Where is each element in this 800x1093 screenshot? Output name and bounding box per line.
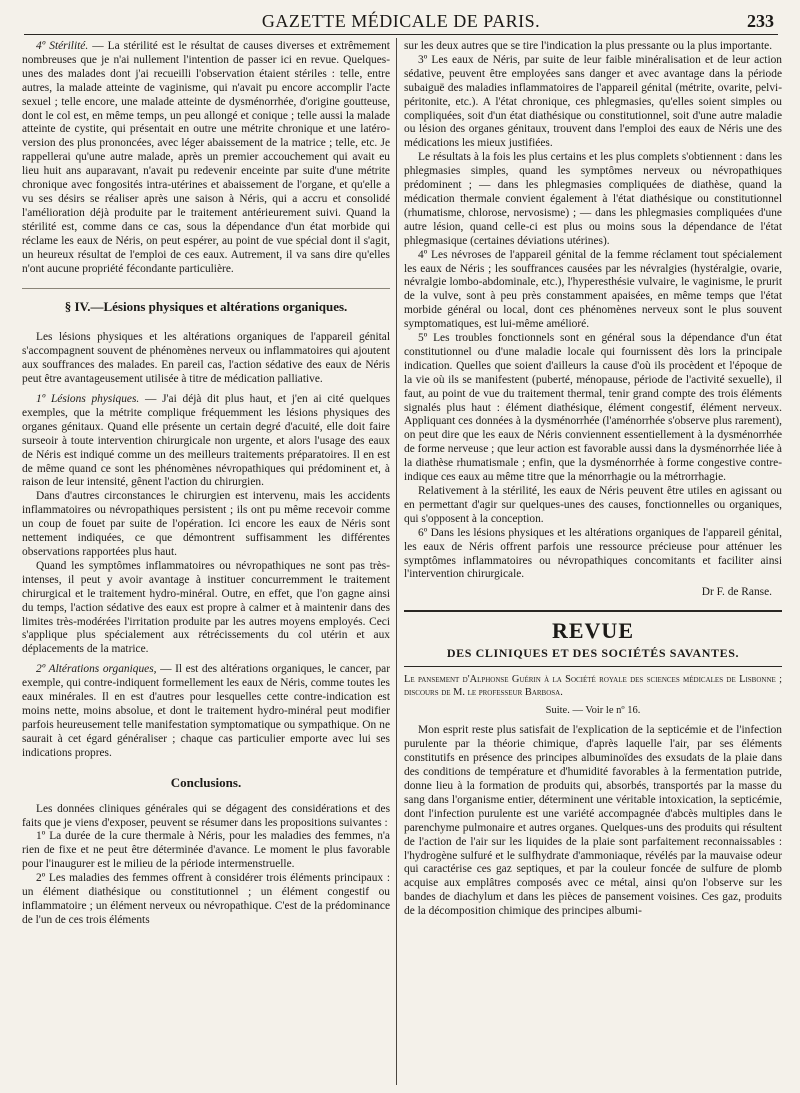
paragraph-symptomes: Quand les symptômes inflammatoires ou névropathiques ne sont pas très-intenses, il peut y avoir avantage à instituer concurremment le traitement chirurgical et le traitement hydro-minéral. Outre, en effet, que l'on gagne ainsi du temps, l'action sédative des eaux est propre à calmer et à maintenir dans des limites très-modérées l'irritation produite par les autres moyens employés. Ceci s'applique plus spécialement aux rétrécissements du col utérin et aux déplacements de la matrice. (22, 559, 390, 656)
paragraph-sterilite (22, 40, 390, 276)
paragraph-alterations (22, 663, 390, 760)
journal-title: GAZETTE MÉDICALE DE PARIS. (261, 11, 541, 31)
paragraph-conclusion-2: 2º Les maladies des femmes offrent à considérer trois éléments principaux : un élément diathésique ou constitutionnel ; un élément congestif ou inflammatoire ; un élément nerveux ou névropathique. C'est de la prédominance de l'un de ces trois éléments (22, 872, 390, 926)
paragraph-barbosa: Mon esprit reste plus satisfait de l'explication de la septicémie et de l'infection purulente par la théorie chimique, d'après laquelle l'air, par ses éléments constitutifs en présence des principes albuminoïdes des exsudats de la plaie dans des conditions de température et d'humidité favorables à la fermentation putride, donne lieu à la formation de produits qui, absorbés, transportés par la masse du sang dans l'organisme entier, déterminent une véritable intoxication, la septicémie, dont l'infection purulente est une variété accompagnée d'abcès multiples dans le parenchyme pulmonaire et autres organes. Quelques-uns des produits qui résultent de l'action de l'air sur les liquides de la plaie sont parfaitement reconnaissables : l'hydrogène sulfuré et le sulfhydrate d'ammoniaque, révélés par la mauvaise odeur qui caractérise ces gaz septiques, et par la couleur foncée de sulfure de plomb acquise aux emplâtres composés avec ce métal, ainsi qu'on l'observe sur les bandes de diachylum et dans les pièces de pansement voisines. Ces gaz, produits de la décomposition chimique des principes albumi- (404, 724, 782, 918)
paragraph-conclusion-4: 4º Les névroses de l'appareil génital de la femme réclament tout spécialement les eaux de Néris ; les souffrances causées par les névralgies (hystéralgie, ovarie, névralgie lombo-abdominale, etc.), l'hyperesthésie vulvaire, le vaginisme, le prurit de la vulve, sont à peu près constamment apaisées, en même temps que l'état morbide général ou local, dont ces phénomènes nerveux sont le plus souvent symptomatiques, est lui-même amélioré. (404, 248, 782, 331)
paragraph-conclusion-5: 5º Les troubles fonctionnels sont en général sous la dépendance d'un état constitutionnel ou d'une maladie locale qui fournissent dès lors la principale indication. Quelles que soient d'ailleurs la cause d'où ils procèdent et l'époque de la vie où ils se manifestent (puberté, ménopause, période de l'activité sexuelle), il faut, au point de vue du traitement thermal, tenir grand compte des trois éléments signalés plus haut : élément diathésique, élément congestif, élément nerveux. Appliquant ces données à la dysménorrhée (l'aménorrhée s'observe plus rarement), on peut dire que les eaux de Néris conviennent essentiellement à la dysménorrhée de forme nerveuse ; que leur action est favorable aussi dans la dysménorrhée liée à la diathèse rhumatismale ; enfin, que la dysménorrhée à forme congestive contre-indique ces eaux au même titre que la ménorrhagie ou la métrorrhagie. (404, 332, 782, 484)
author-signature: Dr F. de Ranse. (701, 586, 772, 599)
sterilite-text: — La stérilité est le résultat de causes diverses et extrêmement nombreuses que je n'ai nullement l'intention de passer ici en revue. Quelques-unes des malades dont j'ai recueilli l'observation étaient stériles : telle, entre autres, la malade atteinte de vaginisme, qui n'avait pu encore accomplir l'acte sexuel ; telle encore, une malade atteinte de dysménorrhée, d'origine goutteuse, dont le col est, en même temps, un peu allongé et conique ; telle aussi la malade atteinte de cystite, qui présentait en outre une métrite chronique et une latéro-version des plus prononcées, avec léger abaissement de la matrice ; telle, etc. Je rappellerai qu'une autre malade, après un premier accouchement qui avait eu lieu huit ans auparavant, n'avait pu redevenir enceinte par suite d'une métrite chronique avec fongosités intra-utérines et abaissement de l'organe, et qu'elle a vu ses désirs se réaliser après une saison à Néris, qui a accru et consolidé l'amélioration déjà produite par le traitement antérieurement suivi. Quand la stérilité est, comme dans ce cas, sous la dépendance d'un état morbide qui réclame les eaux de Néris, on peut espérer, au point de vue spécial dont il s'agit, un heureux résultat de l'emploi de ces eaux. Autrement, il va sans dire qu'elles n'ont aucune propriété fécondante particulière. (22, 40, 390, 275)
paragraph-circonstances: Dans d'autres circonstances le chirurgien est intervenu, mais les accidents inflammatoires ou névropathiques persistent ; ils ont pu même recevoir comme un coup de fouet par suite de l'opération. Ici encore les eaux de Néris sont nettement indiquées, ce que démontrent suffisamment les différentes observations rapportées plus haut. (22, 490, 390, 558)
right-column (404, 40, 782, 1087)
paragraph-conclusion-1: 1º La durée de la cure thermale à Néris, pour les maladies des femmes, n'a rien de fixe et ne peut être déterminée d'avance. Le moment le plus favorable pour l'inaugurer est le milieu de la période intermenstruelle. (22, 830, 390, 871)
conclusions-heading: Conclusions. (170, 774, 242, 790)
page-number: 233 (747, 11, 774, 31)
revue-subtitle: DES CLINIQUES ET DES SOCIÉTÉS SAVANTES. (404, 646, 782, 667)
article-title: Le pansement d'Alphonse Guérin à la Société royale des sciences médicales de Lisbonne ; discours de M. le professeur Barbosa. (404, 674, 782, 699)
paragraph-lesions-intro: Les lésions physiques et les altérations organiques de l'appareil génital s'accompagnent souvent de phénomènes nerveux ou inflammatoires qui ajoutent aux souffrances des malades. En pareil cas, l'action sédative des eaux de Néris peut être avantageusement utilisée à titre de médication palliative. (22, 331, 390, 386)
paragraph-conclusion-3: 3º Les eaux de Néris, par suite de leur faible minéralisation et de leur action sédative, peuvent être employées sans danger et avec avantage dans la période subaiguë des maladies inflammatoires de l'appareil génital (métrite, ovarite, pelvi-péritonite, etc.). A l'état chronique, ces phlegmasies, qu'elles soient simples ou compliquées, soit d'un état diathésique ou constitutionnel, soit d'une autre maladie ou lésion des organes génitaux, trouvent dans l'emploi des eaux de Néris une des médications les mieux justifiées. (404, 53, 782, 150)
lesions-physiques-text: — J'ai déjà dit plus haut, et j'en ai cité quelques exemples, que la métrite complique fréquemment les lésions physiques des organes génitaux. Quand elle présente un certain degré d'acuité, elle doit faire surseoir à toute intervention chirurgicale non urgente, et alors l'usage des eaux de Néris est indiqué comme un des meilleurs traitements préparatoires. Il en est de même quand ce sont les phénomènes névropathiques qui prédominent et, à raison de leur intensité, gênent l'action du chirurgien. (22, 393, 390, 489)
revue-section (404, 610, 782, 919)
alterations-text: — Il est des altérations organiques, le cancer, par exemple, qui contre-indiquent formellement les eaux de Néris, comme toutes les eaux minérales. Il en est d'autres pour lesquelles cette contre-indication est moins nette, moins absolue, et dont le traitement hydro-minéral peut modifier parfois heureusement telle manifestation symptomatique ou sympathique. On ne saurait à cet égard généraliser ; chaque cas particulier emporte avec lui ses indications propres. (22, 663, 390, 759)
paragraph-lesions-physiques (22, 393, 390, 490)
column-divider (396, 38, 397, 1085)
paragraph-conclusions-intro: Les données cliniques générales qui se dégagent des considérations et des faits que je viens d'exposer, peuvent se résumer dans les propositions suivantes : (22, 802, 390, 829)
left-column (22, 40, 390, 1087)
sterilite-label: 4º Stérilité. (36, 40, 89, 52)
lesions-physiques-label: 1º Lésions physiques. (36, 393, 140, 406)
section-iv-heading: § IV.—Lésions physiques et altérations organiques. (22, 288, 390, 315)
page-header (24, 8, 778, 35)
suite-note: Suite. — Voir le nº 16. (545, 705, 641, 717)
paragraph-conclusion-6: 6º Dans les lésions physiques et les altérations organiques de l'appareil génital, les eaux de Néris offrent parfois une ressource précieuse pour atténuer les symptômes inflammatoires ou névropathiques concomitants et faciliter ainsi l'intervention chirurgicale. (404, 526, 782, 581)
paragraph-continuation: sur les deux autres que se tire l'indication la plus pressante ou la plus importante. (404, 40, 773, 52)
paragraph-sterilite-conclusion: Relativement à la stérilité, les eaux de Néris peuvent être utiles en agissant ou en permettant d'agir sur quelques-unes des causes, fonctionnelles ou organiques, qui s'opposent à la conception. (404, 485, 782, 525)
alterations-label: 2º Altérations organiques, (36, 663, 157, 676)
paragraph-resultats: Le résultats à la fois les plus certains et les plus complets s'obtiennent : dans les phlegmasies simples, quand les symptômes nerveux ou névropathiques prédominent ; — dans les phlegmasies compliquées de diathèse, quand la médication thermale convient également à l'état diathésique ou constitutionnel (rhumatisme, chlorose, nervosisme) ; — dans les phlegmasies compliquées d'une autre lésion, quand celle-ci est plus ou moins sous la dépendance de l'état phlegmasique (certaines déviations utérines). (404, 151, 782, 247)
revue-title: REVUE (551, 618, 634, 644)
